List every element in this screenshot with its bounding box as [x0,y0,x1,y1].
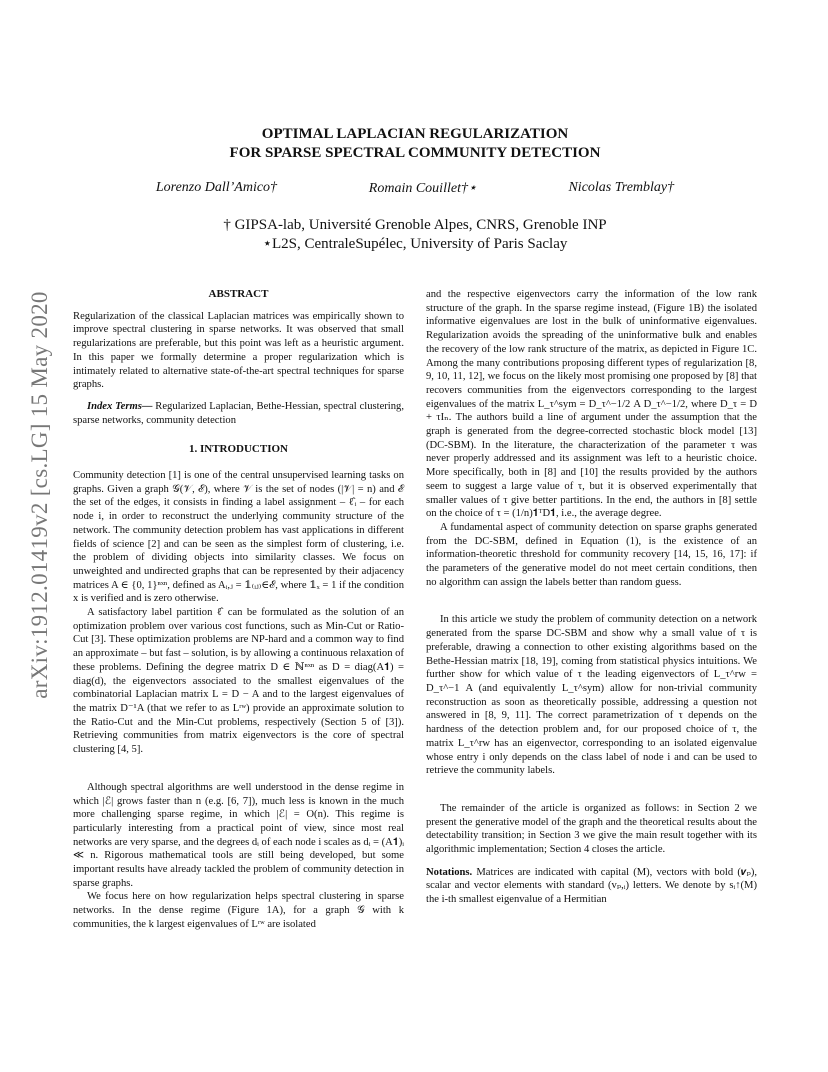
intro-paragraph-2: A satisfactory label partition ℓ̂ can be formulated as the solution of an optimization problem over various cost functions, such as Min-Cut or Ratio-Cut [3]. These optimization problems are NP-hard and a common way to find an approximate – but fast – solution, is by allowing a continuous relaxation of these problems. Defining the degree matrix D ∈ ℕⁿˣⁿ as D = diag(A𝟏) = diag(d), the eigenvectors associated to the smallest eigenvalues of the combinatorial Laplacian matrix L = D − A and to the largest eigenvalues of the matrix D⁻¹A (that we refer to as Lʳʷ) provide an approximate solution to the Ratio-Cut and the Min-Cut problems, respectively (Section 5 of [3]). Retrieving communities from matrix eigenvectors is the core of spectral clustering [4, 5]. [73,607,404,756]
intro-paragraph-4: We focus here on how regularization helps spectral clustering in sparse networks. In the dense regime (Figure 1A), for a graph 𝒢 with k communities, the k largest eigenvalues of Lʳʷ are isolated [73,891,404,930]
abstract-text: Regularization of the classical Laplacian matrices was empirically shown to improve spectral clustering in sparse networks. It was observed that small regularizations are preferable, but this point was left as a heuristic argument. In this paper we formally determine a proper regularization which is intimately related to alternative state-of-the-art spectral techniques for sparse graphs. [73,310,404,391]
author-list [110,180,720,197]
author-2: Romain Couillet†⋆ [368,181,477,196]
right-paragraph-1: and the respective eigenvectors carry the information of the low rank structure of the graph. In the sparse regime instead, (Figure 1B) the isolated informative eigenvalues are lost in the bulk of uninformative eigenvalues. Regularization avoids the spreading of the uninformative bulk and enables the recovery of the low rank structure of the matrix, as depicted in Figure 1C. Among the many contributions proposing different types of regularization [8, 9, 10, 11, 12], we focus on the likely most promising one proposed by [8] that recovers communities from the eigenvectors corresponding to the largest eigenvalues of the matrix L_τ^sym = D_τ^−1/2 A D_τ^−1/2, where D_τ = D + τIₙ. The authors build a line of argument under the assumption that the graph is generated from the degree-corrected stochastic block model [13] (DC-SBM). In the literature, the characterization of the parameter τ was never properly addressed and its assignment was left to a heuristic choice. More specifically, both in [8] and [10] the results provided by the authors seem to suggest a large value of τ, but it is observed experimentally that smaller values of τ give better partitions. In the end, the authors in [8] settle on the choice of τ = (1/n)𝟏ᵀD𝟏, i.e., the average degree. [426,289,757,520]
intro-paragraph-1: Community detection [1] is one of the central unsupervised learning tasks on graphs. Given a graph 𝒢(𝒱, ℰ), where 𝒱 is the set of nodes (|𝒱| = n) and ℰ the set of the edges, it consists in finding a label assignment – ℓ̂ᵢ – for each node i, in order to reconstruct the underlying community structure of the network. The community detection problem has vast applications in different fields of science [2] and can be seen as the simplest form of clustering, i.e. the problem of dividing objects into similarity classes. We focus on unweighted and undirected graphs that can be represented by their adjacency matrices A ∈ {0, 1}ⁿˣⁿ, defined as Aᵢ,ⱼ = 𝟙₍ᵢⱼ₎∈ℰ, where 𝟙ₓ = 1 if the condition x is verified and is zero otherwise. [73,470,404,605]
intro-paragraph-3: Although spectral algorithms are well understood in the dense regime in which |ℰ| grows faster than n (e.g. [6, 7]), much less is known in the much more challenging sparse regime, in which |ℰ| = O(n). This regime is particularly interesting from a practical point of view, since most real networks are very sparse, and the degrees dᵢ of each node i scales as dᵢ = (A𝟏)ᵢ ≪ n. Rigorous mathematical tools are still being developed, but some important results have already tackled the problem of community detection in sparse graphs. [73,781,404,889]
author-3: Nicolas Tremblay† [568,180,675,195]
abstract-heading: ABSTRACT [208,288,269,300]
right-paragraph-4: The remainder of the article is organized as follows: in Section 2 we present the generative model of the graph and the theoretical results about the detectability transition; in Section 3 we give the main result together with its algorithmic implementation; Section 4 closes the article. [426,802,757,856]
right-column [426,288,757,907]
affiliation-2: ⋆L2S, CentraleSupélec, University of Paris Saclay [262,236,568,252]
paper-title [120,125,710,163]
arxiv-id-text: arXiv:1912.01419v2 [cs.LG] 15 May 2020 [27,291,52,699]
notations-label: Notations. [426,866,473,878]
author-1: Lorenzo Dall’Amico† [155,180,278,195]
affiliation-1: † GIPSA-lab, Université Grenoble Alpes, CNRS, Grenoble INP [223,217,607,233]
index-terms-label: Index Terms— [87,400,153,412]
right-paragraph-2: A fundamental aspect of community detection on sparse graphs generated from the DC-SBM, defined in Equation (1), is the existence of an information-theoretic threshold for community recovery [14, 15, 16, 17]: if the parameters of the generative model do not meet certain conditions, then no algorithm can assign the labels better than random guess. [426,521,757,588]
title-line-1: OPTIMAL LAPLACIAN REGULARIZATION [261,126,569,142]
title-line-2: FOR SPARSE SPECTRAL COMMUNITY DETECTION [229,145,601,161]
notations-paragraph [426,866,757,907]
left-column [73,288,404,932]
affiliations [110,216,720,254]
right-paragraph-3: In this article we study the problem of community detection on a network generated from the sparse DC-SBM and show why a small value of τ is preferable, drawing a connection to other existing algorithms based on the Bethe-Hessian matrix [18, 19], coming from statistical physics intuitions. We further show for which value of τ the leading eigenvectors of L_τ^rw = D_τ^−1 A (and equivalently L_τ^sym) allow for non-trivial community reconstruction as soon as theoretically possible, addressing a question not answered in [8, 9, 11]. The correct parametrization of τ depends on the hardness of the detection problem and, for our proposed choice of τ, the matrix L_τ^rw has an eigenvector, corresponding to an isolated eigenvalue whose entry i only depends on the class label of node i and can be used to retrieve the community labels. [426,614,757,777]
index-terms [73,400,404,427]
introduction-heading: 1. INTRODUCTION [188,443,288,456]
notations-text: Matrices are indicated with capital (M), vectors with bold (𝒗ₚ), scalar and vector elements with standard (vₚ,ᵢ) letters. We denote by sᵢ↑(M) the i-th smallest eigenvalue of a Hermitian [426,866,757,906]
index-terms-text: Regularized Laplacian, Bethe-Hessian, spectral clustering, sparse networks, community detection [73,400,404,426]
arxiv-identifier-stamp [20,280,60,710]
